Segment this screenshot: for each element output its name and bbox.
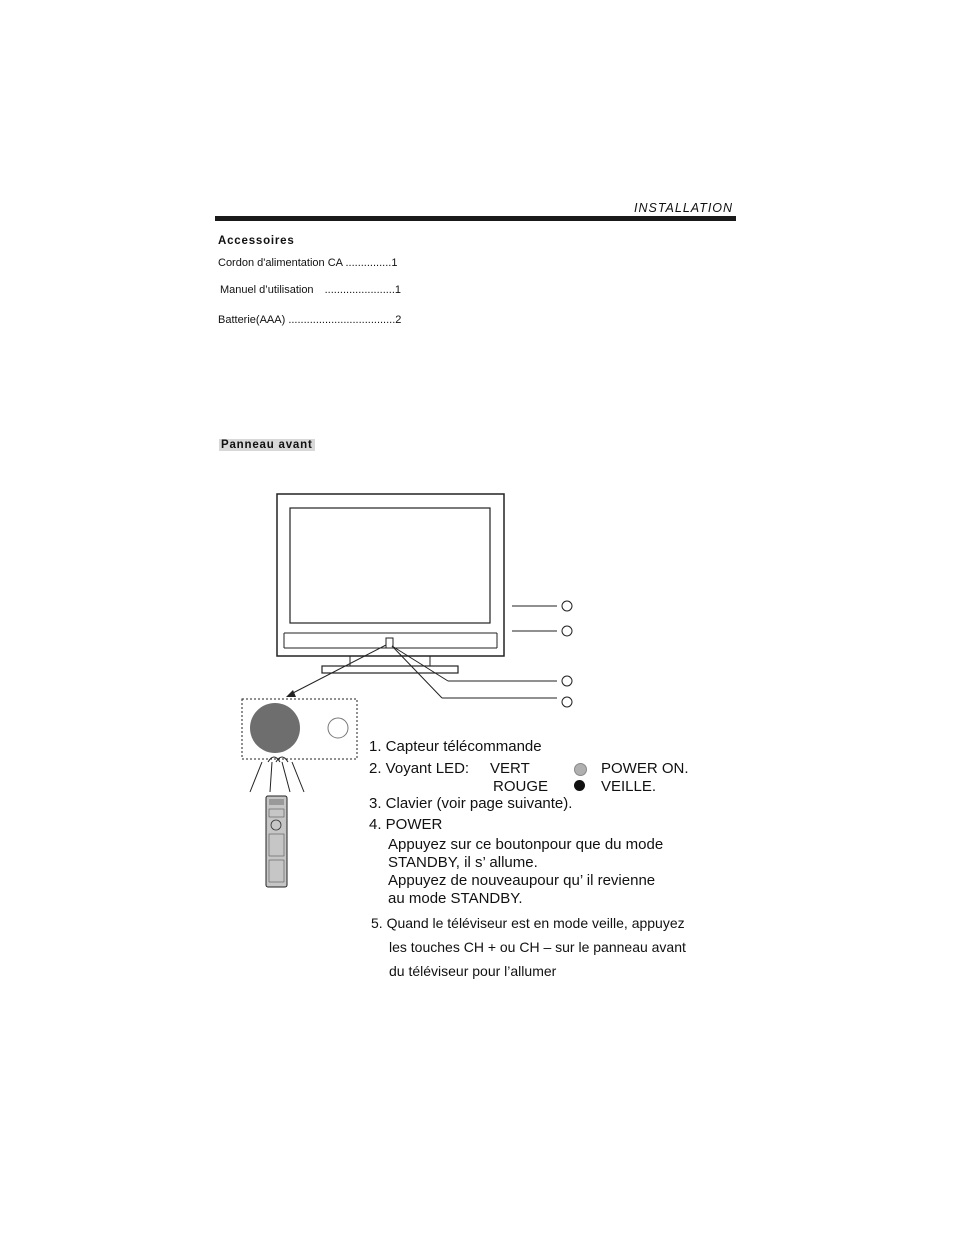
accessory-qty: 1 <box>394 284 402 296</box>
section-header: INSTALLATION <box>634 201 734 215</box>
accessory-qty: 2 <box>395 314 402 326</box>
item-4-power-title: 4. POWER <box>369 816 443 833</box>
front-panel-title: Panneau avant <box>221 439 313 451</box>
item-4-line: STANDBY, il s’ allume. <box>388 854 538 871</box>
callout-marker <box>562 601 572 611</box>
callout-marker <box>562 697 572 707</box>
callout-marker <box>562 626 572 636</box>
item-2-led-label: 2. Voyant LED: <box>369 760 470 777</box>
item-4-line: au mode STANDBY. <box>388 890 523 907</box>
accessory-label: Cordon d'alimentation CA <box>218 257 343 269</box>
led-red-icon <box>574 780 585 791</box>
remote-sensor-shape <box>250 703 300 753</box>
remote-control-icon <box>266 796 287 887</box>
item-1-remote-sensor: 1. Capteur télécommande <box>369 738 542 755</box>
accessory-label: Manuel d’utilisation <box>220 284 314 296</box>
accessory-label: Batterie(AAA) <box>218 314 286 326</box>
accessories-title: Accessoires <box>218 235 295 247</box>
item-3-keypad: 3. Clavier (voir page suivante). <box>369 795 573 812</box>
ir-beam <box>250 762 304 792</box>
led-indicator-shape <box>328 718 348 738</box>
item-5-line: 5. Quand le téléviseur est en mode veille, appuyez <box>371 915 685 931</box>
led-green-icon <box>574 763 587 776</box>
accessory-dots: ................................... <box>288 314 396 326</box>
callout-marker <box>562 676 572 686</box>
led-green-label: VERT <box>490 760 530 777</box>
item-4-line: Appuyez sur ce boutonpour que du mode <box>388 836 664 853</box>
accessory-dots: ............... <box>345 257 392 269</box>
accessory-dots: ....................... <box>324 284 395 296</box>
accessory-qty: 1 <box>391 257 398 269</box>
item-5-line: les touches CH + ou CH – sur le panneau avant <box>389 939 686 955</box>
led-red-label: ROUGE <box>493 778 549 795</box>
item-4-line: Appuyez de nouveaupour qu’ il revienne <box>388 872 656 889</box>
item-5-line: du téléviseur pour l’allumer <box>389 963 557 979</box>
led-power-on-label: POWER ON. <box>601 760 689 777</box>
tv-screen <box>290 508 490 623</box>
led-standby-label: VEILLE. <box>601 778 657 795</box>
